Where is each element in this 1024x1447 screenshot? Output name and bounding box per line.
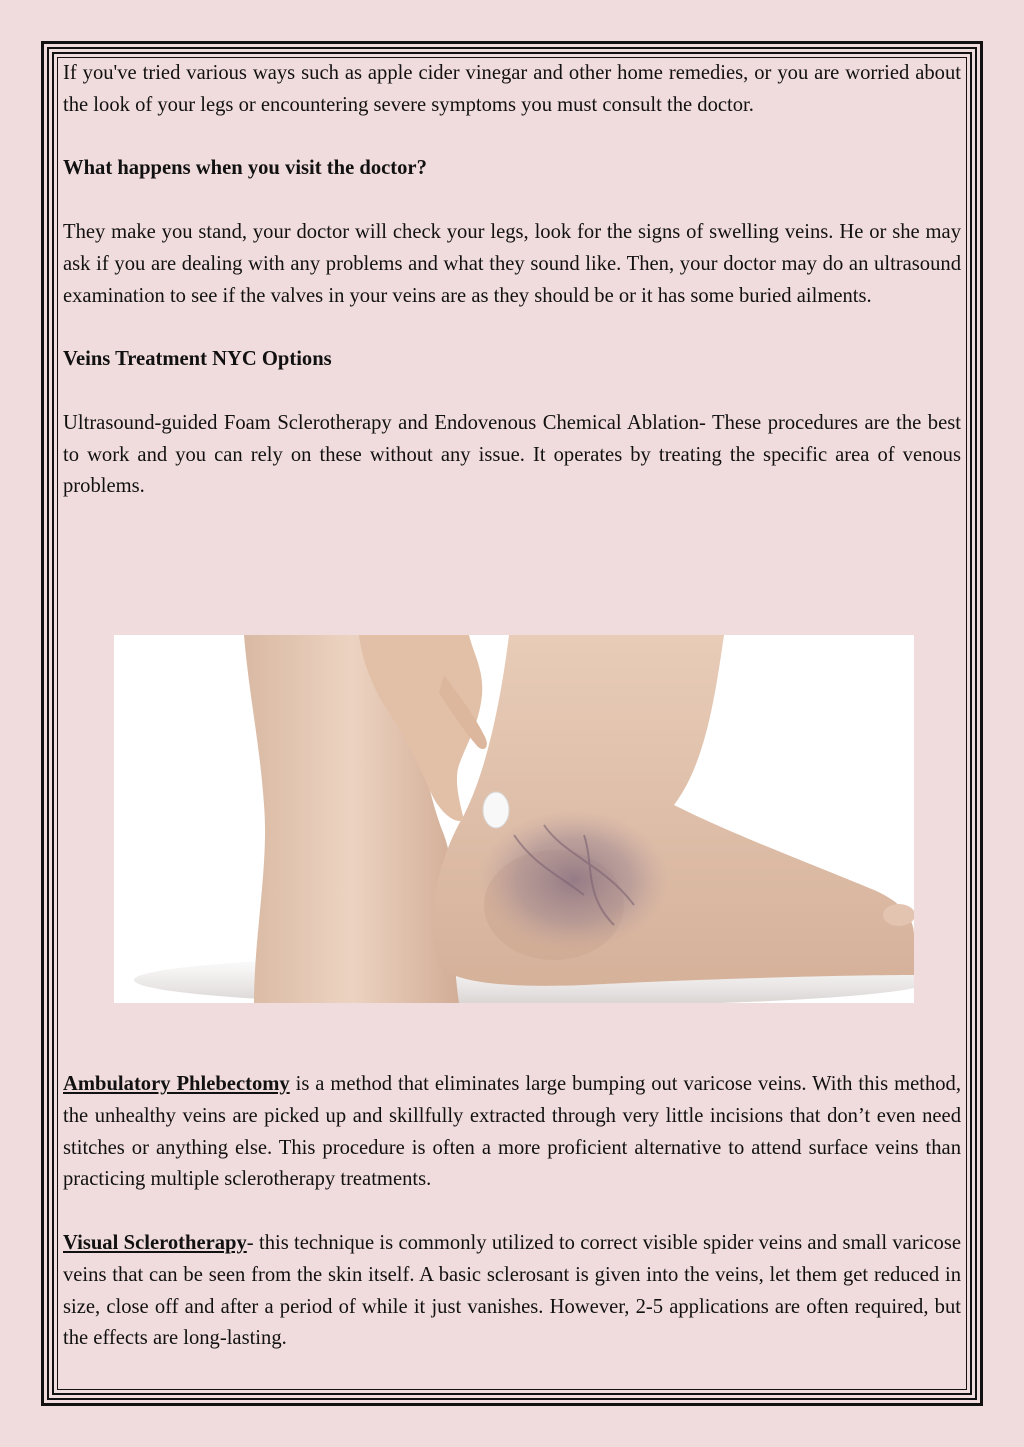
phlebectomy-paragraph bbox=[63, 1069, 961, 1196]
visit-paragraph: They make you stand, your doctor will check your legs, look for the signs of swelling veins. He or she may ask if you are dealing with any problems and what they sound like. Then, your doctor may do an ultrasound examination to see if the valves in your veins are as they should be or it has some buried ailments. bbox=[63, 220, 961, 307]
options-paragraph: Ultrasound-guided Foam Sclerotherapy and Endovenous Chemical Ablation- These procedures are the best to work and you can rely on these without any issue. It operates by treating the specific area of venous problems. bbox=[63, 411, 961, 498]
lower-content bbox=[63, 1069, 961, 1387]
phlebectomy-link[interactable]: Ambulatory Phlebectomy bbox=[63, 1073, 290, 1095]
leg-photo-illustration bbox=[114, 635, 914, 1003]
intro-paragraph: If you've tried various ways such as apple cider vinegar and other home remedies, or you are worried about the look of your legs or encountering severe symptoms you must consult the doctor. bbox=[63, 62, 961, 116]
leg-photo bbox=[114, 635, 914, 1003]
upper-content bbox=[63, 58, 961, 535]
visual-sclerotherapy-link[interactable]: Visual Sclerotherapy bbox=[63, 1231, 247, 1254]
visit-heading: What happens when you visit the doctor? bbox=[63, 157, 427, 180]
visual-sclerotherapy-paragraph bbox=[63, 1228, 961, 1355]
visual-sclerotherapy-text: - this technique is commonly utilized to correct visible spider veins and small varicose veins that can be seen from the skin itself. A basic sclerosant is given into the veins, let them get reduced in size, close off and after a period of while it just vanishes. However, 2-5 applications are often required, but the effects are long-lasting. bbox=[63, 1231, 961, 1350]
options-heading: Veins Treatment NYC Options bbox=[63, 348, 332, 371]
phlebectomy-text: is a method that eliminates large bumping out varicose veins. With this method, the unhealthy veins are picked up and skillfully extracted through very little incisions that don’t even need stitches or anything else. This procedure is often a more proficient alternative to attend surface veins than practicing multiple sclerotherapy treatments. bbox=[63, 1073, 961, 1191]
